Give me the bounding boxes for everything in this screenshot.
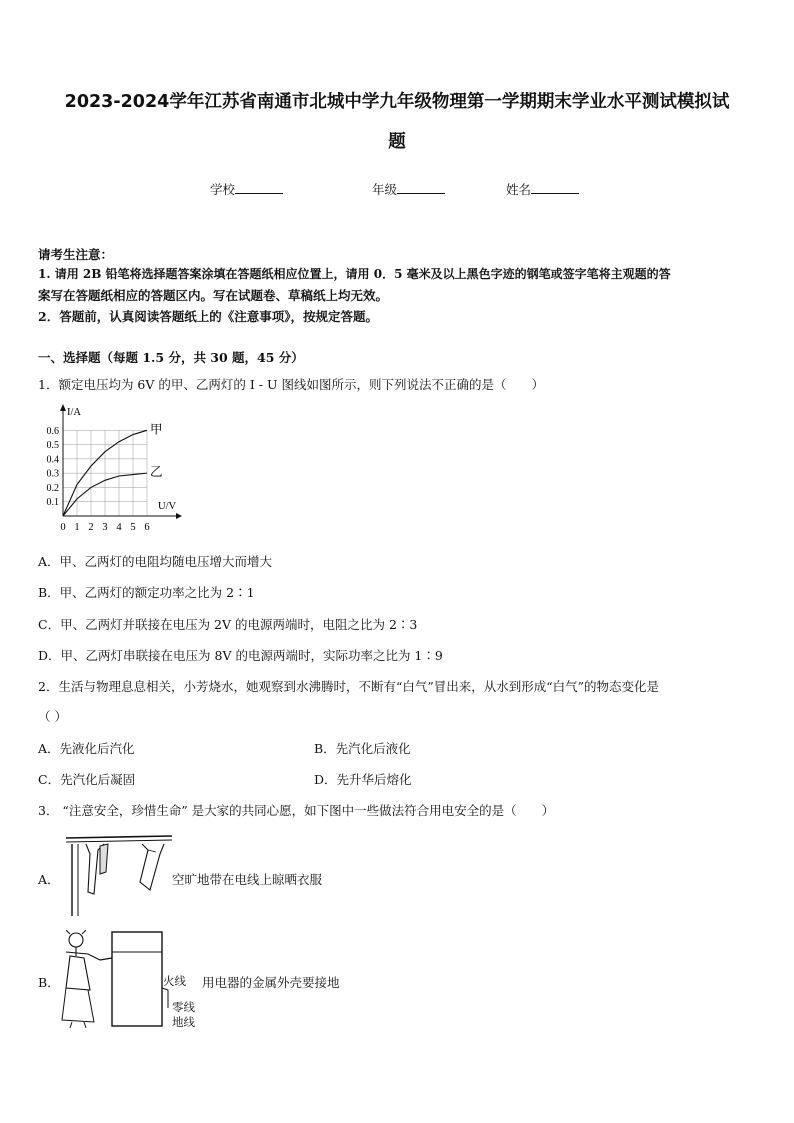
iu-chart [38, 403, 188, 533]
x-tick-label: 0 [60, 522, 66, 533]
notice-item-2: 2．答题前，认真阅读答题纸上的《注意事项》，按规定答题。 [38, 309, 378, 324]
ground-wire-label: 地线 [172, 1015, 195, 1029]
question-2-stem-continued: （ ） [38, 709, 67, 724]
question-2-option-a: A．先液化后汽化 [38, 741, 135, 756]
question-2-stem: 2．生活与物理息息相关，小芳烧水，她观察到水沸腾时，不断有“白气”冒出来，从水到形成“白气”的物态变化是 [38, 679, 660, 694]
grade-label: 年级 [372, 182, 398, 197]
notice-header: 请考生注意： [38, 247, 114, 262]
question-1-option-a: A．甲、乙两灯的电阻均随电压增大而增大 [38, 554, 273, 569]
exam-title-continued: 题 [388, 132, 406, 152]
y-tick-label: 0.4 [46, 454, 59, 466]
series-label-yi: 乙 [150, 465, 163, 480]
name-label: 姓名 [506, 182, 532, 197]
question-1-stem: 1．额定电压均为 6V 的甲、乙两灯的 I - U 图线如图所示，则下列说法不正确的是（ ） [38, 377, 544, 392]
y-tick-label: 0.3 [46, 468, 59, 480]
question-1-option-b: B．甲、乙两灯的额定功率之比为 2∶1 [38, 585, 255, 600]
x-tick-label: 1 [74, 522, 80, 533]
series-label-jia: 甲 [150, 422, 163, 437]
question-2-option-d: D．先升华后熔化 [314, 772, 412, 787]
question-3-option-b-text: 用电器的金属外壳要接地 [202, 975, 340, 990]
fridge-grounding-illustration [60, 928, 170, 1030]
school-label: 学校 [210, 182, 236, 197]
y-axis-arrow [60, 404, 66, 411]
neutral-wire-label: 零线 [172, 1000, 195, 1014]
y-axis-label: I/A [67, 407, 81, 418]
live-wire-label: 火线 [163, 974, 186, 988]
section-heading: 一、选择题（每题 1.5 分，共 30 题，45 分） [38, 350, 304, 365]
question-1-option-c: C．甲、乙两灯并联接在电压为 2V 的电源两端时，电阻之比为 2∶3 [38, 617, 418, 632]
notice-item-1-continued: 案写在答题纸相应的答题区内。写在试题卷、草稿纸上均无效。 [38, 288, 389, 303]
x-axis-label: U/V [158, 501, 177, 512]
x-tick-label: 4 [116, 522, 122, 533]
x-axis-arrow [176, 513, 182, 519]
x-tick-label: 2 [88, 522, 94, 533]
exam-title: 2023-2024学年江苏省南通市北城中学九年级物理第一学期期末学业水平测试模拟试 [64, 92, 730, 112]
x-tick-label: 3 [102, 522, 108, 533]
name-field [506, 180, 579, 198]
question-3-option-b-label: B． [38, 975, 60, 990]
grade-field [372, 180, 445, 198]
y-tick-label: 0.2 [46, 482, 59, 494]
name-blank [531, 181, 579, 194]
grade-blank [397, 181, 445, 194]
school-blank [235, 181, 283, 194]
clothes-on-wire-illustration [64, 832, 174, 922]
x-tick-label: 5 [130, 522, 136, 533]
question-3-option-a-text: 空旷地带在电线上晾晒衣服 [172, 872, 323, 887]
notice-item-1: 1. 请用 2B 铅笔将选择题答案涂填在答题纸相应位置上，请用 0．5 毫米及以上黑色字迹的钢笔或签字笔将主观题的答 [38, 267, 671, 281]
question-1-option-d: D．甲、乙两灯串联接在电压为 8V 的电源两端时，实际功率之比为 1∶9 [38, 648, 443, 663]
y-tick-label: 0.6 [46, 425, 59, 437]
question-2-option-b: B．先汽化后液化 [314, 741, 411, 756]
question-3-option-a-label: A． [38, 872, 60, 887]
question-3-stem: 3． “注意安全，珍惜生命” 是大家的共同心愿，如下图中一些做法符合用电安全的是（ ） [38, 803, 555, 818]
question-2-option-c: C．先汽化后凝固 [38, 772, 136, 787]
school-field [210, 180, 283, 198]
y-tick-label: 0.5 [46, 440, 59, 452]
y-tick-label: 0.1 [46, 497, 59, 509]
x-tick-label: 6 [144, 522, 150, 533]
